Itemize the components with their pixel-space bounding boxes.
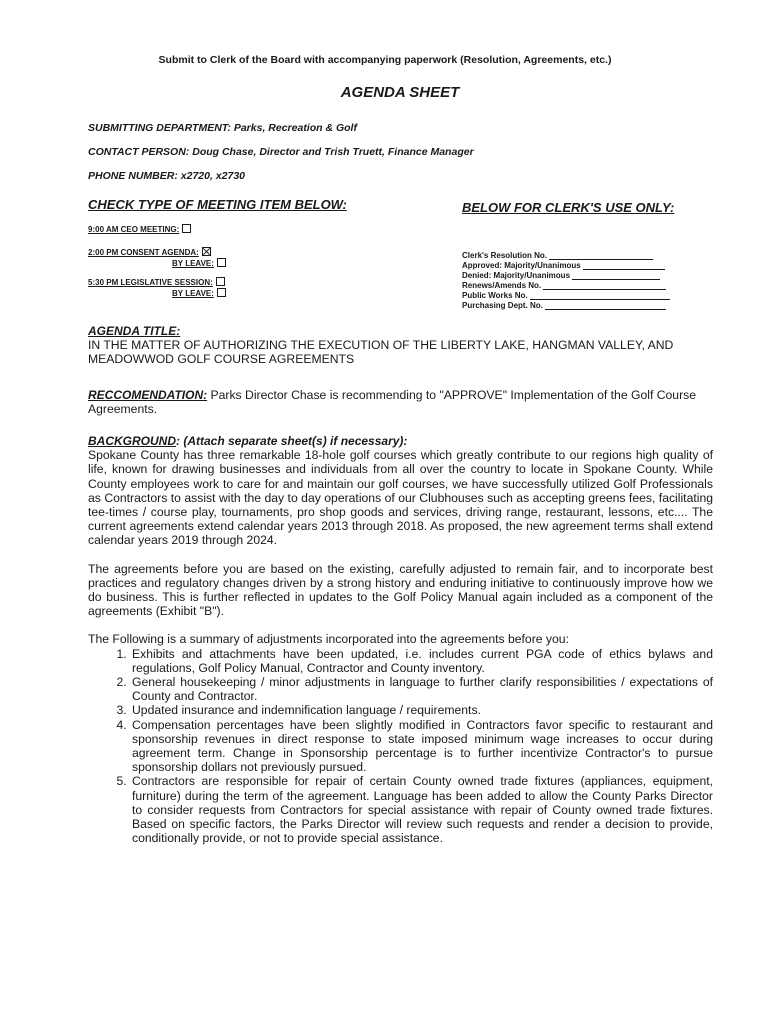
recommendation-section [88,388,713,416]
background-section [88,434,713,845]
list-item: 3. Updated insurance and indemnification language / requirements. [130,703,713,717]
legislative-by-leave-checkbox[interactable] [217,288,226,297]
list-item: 4. Compensation percentages have been slightly modified in Contractors favor specific to restaurant and sponsorship revenues in direct response to state imposed minimum wage increases to occur during agreement term. Change in Sponsorship percentage is to further incentivize Contractor's to pursue sponsorship dollars not previously pursued. [130,718,713,775]
legislative-by-leave-option[interactable]: BY LEAVE: [88,288,226,299]
clerk-use-fields [462,251,670,311]
department-label: SUBMITTING DEPARTMENT: [88,122,231,134]
background-label: BACKGROUND: (Attach separate sheet(s) if necessary): [88,434,408,448]
clerk-use-heading: BELOW FOR CLERK'S USE ONLY: [462,200,675,215]
approved-field[interactable]: Approved: Majority/Unanimous [462,261,670,271]
contact-label: CONTACT PERSON: [88,146,190,158]
phone-label: PHONE NUMBER: [88,170,178,182]
consent-agenda-option[interactable]: 2:00 PM CONSENT AGENDA: [88,247,226,258]
page-title: AGENDA SHEET [340,84,460,101]
phone-value: x2720, x2730 [180,170,245,182]
list-item: 5. Contractors are responsible for repair of certain County owned trade fixtures (appliances, equipment, furniture) during the term of the agreement. Language has been added to allow the County Parks Director to consider requests from Contractors for special assistance with repair of County owned trade fixtures. Based on specific factors, the Parks Director will review such requests and render a decision to provide, conditionally provide, or not to provide special assistance. [130,774,713,845]
background-paragraph-2: The agreements before you are based on the existing, carefully adjusted to remain fair, and to incorporate best practices and regulatory changes driven by a strong history and enduring initiative to continuously improve how we do business. This is further reflected in updates to the Golf Policy Manual again included as a component of the agreements (Exhibit "B"). [88,561,713,619]
legislative-session-checkbox[interactable] [216,277,225,286]
agenda-title-label: AGENDA TITLE: [88,324,181,338]
consent-by-leave-option[interactable]: BY LEAVE: [88,258,226,269]
background-paragraph-1: Spokane County has three remarkable 18-hole golf courses which greatly contribute to our regions high quality of life, known for drawing businesses and individuals from all over the country to locate in Spokane County. While County employees work to care for and maintain our golf courses, we have successfully utilized Golf Professionals as Contractors to assist with the day to day operations of our Clubhouses such as accepting greens fees, facilitating tee-times / course play, tournaments, pro shop goods and services, driving range, restaurant, lessons, etc.... The current agreements extend calendar years 2013 through 2018. As proposed, the new agreement terms shall extend calendar years 2019 through 2024. [88,448,713,548]
legislative-session-option[interactable]: 5:30 PM LEGISLATIVE SESSION: [88,277,226,288]
ceo-meeting-checkbox[interactable] [182,224,191,233]
purchasing-dept-field[interactable]: Purchasing Dept. No. [462,301,670,311]
ceo-meeting-option[interactable]: 9:00 AM CEO MEETING: [88,224,226,235]
department-value: Parks, Recreation & Golf [233,122,357,134]
contact-value: Doug Chase, Director and Trish Truett, Finance Manager [192,146,474,158]
recommendation-label: RECCOMENDATION: [88,388,208,402]
submit-instruction: Submit to Clerk of the Board with accompanying paperwork (Resolution, Agreements, etc.) [158,54,612,66]
list-item: 2. General housekeeping / minor adjustments in language to further clarify responsibilities / expectations of County and Contractor. [130,675,713,703]
adjustments-list [88,647,713,846]
consent-agenda-checkbox[interactable] [202,247,211,256]
department-row [88,122,357,134]
denied-field[interactable]: Denied: Majority/Unanimous [462,271,670,281]
list-item: 1. Exhibits and attachments have been updated, i.e. includes current PGA code of ethics bylaws and regulations, Golf Policy Manual, Contractor and County inventory. [130,647,713,675]
agenda-title-text: IN THE MATTER OF AUTHORIZING THE EXECUTION OF THE LIBERTY LAKE, HANGMAN VALLEY, AND MEADOWWOD GOLF COURSE AGREEMENTS [88,338,674,367]
background-paragraph-3: The Following is a summary of adjustments incorporated into the agreements before you: [88,632,569,647]
public-works-field[interactable]: Public Works No. [462,291,670,301]
meeting-options [88,224,226,299]
agenda-title-section [88,324,713,367]
clerk-resolution-field[interactable]: Clerk's Resolution No. [462,251,670,261]
meeting-type-heading: CHECK TYPE OF MEETING ITEM BELOW: [88,197,347,212]
consent-by-leave-checkbox[interactable] [217,258,226,267]
renews-amends-field[interactable]: Renews/Amends No. [462,281,670,291]
recommendation-text: Parks Director Chase is recommending to "APPROVE" Implementation of the Golf Course Agreements. [88,388,697,417]
contact-row [88,146,474,158]
phone-row [88,170,245,182]
